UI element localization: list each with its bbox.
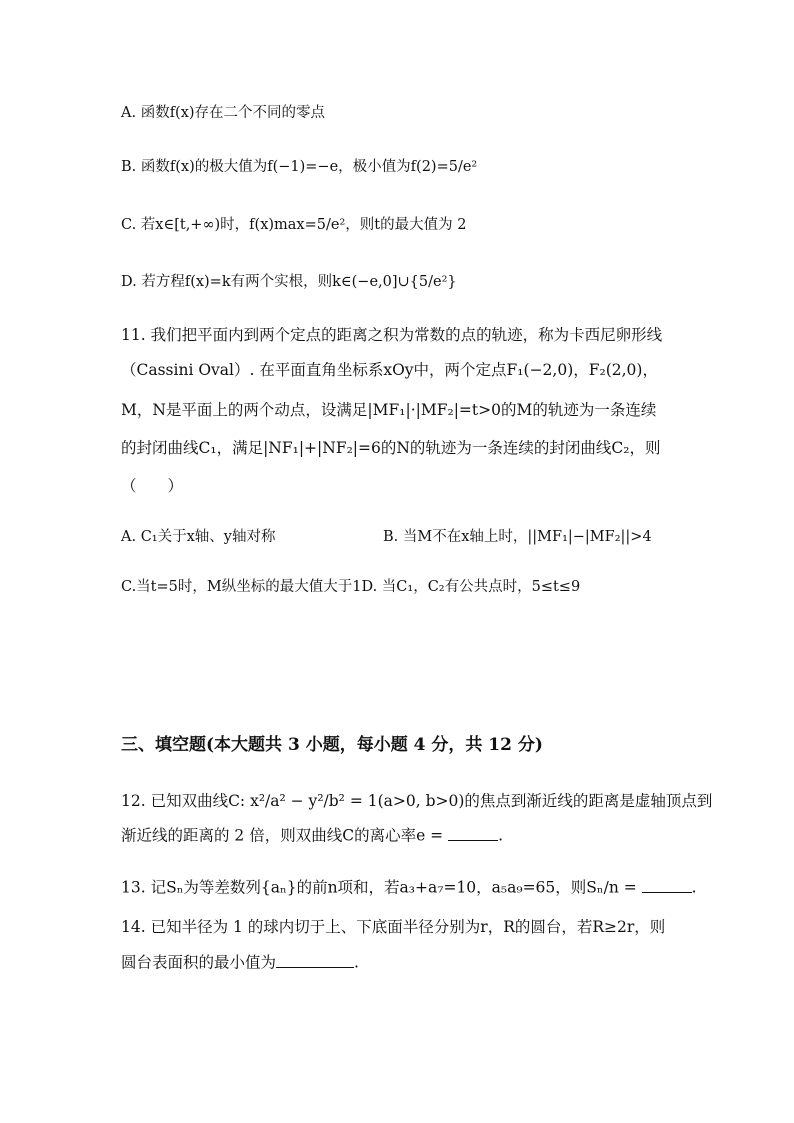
q11-stem-line2: （Cassini Oval）. 在平面直角坐标系xOy中，两个定点F₁(−2,0)，F₂(2,0)， [121,361,658,379]
q14-line2: 圆台表面积的最小值为 . [121,951,359,971]
q10-option-a: A. 函数f(x)存在二个不同的零点 [121,105,326,121]
answer-blank-q12[interactable] [448,824,498,841]
q12-line2-text: 渐近线的距离的 2 倍，则双曲线C的离心率e = [121,826,449,845]
q13-line1: 13. 记Sₙ为等差数列{aₙ}的前n项和，若a₃+a₇=10，a₅a₉=65，则Sₙ/n = . [121,876,697,896]
q11-answer-paren: （ ） [121,477,184,495]
q10-option-d: D. 若方程f(x)=k有两个实根，则k∈(−e,0]∪{5/e²} [121,274,457,290]
q11-stem-line4: 的封闭曲线C₁，满足|NF₁|+|NF₂|=6的N的轨迹为一条连续的封闭曲线C₂，则 [121,439,661,457]
q10-option-c: C. 若x∈[t,+∞)时，f(x)max=5/e²，则t的最大值为 2 [121,217,467,233]
q13-text: 13. 记Sₙ为等差数列{aₙ}的前n项和，若a₃+a₇=10，a₅a₉=65，则Sₙ/n = [121,878,642,897]
answer-blank-q13[interactable] [642,876,692,893]
q14-line1: 14. 已知半径为 1 的球内切于上、下底面半径分别为r，R的圆台，若R≥2r，则 [121,918,666,936]
section-heading: 三、填空题(本大题共 3 小题，每小题 4 分，共 12 分) [121,735,543,755]
q11-stem-line1: 11. 我们把平面内到两个定点的距离之积为常数的点的轨迹，称为卡西尼卵形线 [121,326,663,344]
answer-blank-q14[interactable] [276,951,354,968]
q14-line2-text: 圆台表面积的最小值为 [121,953,277,972]
q11-option-b: B. 当M不在x轴上时，||MF₁|−|MF₂||>4 [383,529,652,545]
q11-option-c-d: C.当t=5时，M纵坐标的最大值大于1D. 当C₁，C₂有公共点时，5≤t≤9 [121,579,581,595]
q12-line1: 12. 已知双曲线C: x²/a² − y²/b² = 1(a>0, b>0)的焦点到渐近线的距离是虚轴顶点到 [121,792,713,810]
q12-line2: 渐近线的距离的 2 倍，则双曲线C的离心率e = . [121,824,503,844]
q11-option-a: A. C₁关于x轴、y轴对称 [121,529,276,545]
q11-stem-line3: M，N是平面上的两个动点，设满足|MF₁|·|MF₂|=t>0的M的轨迹为一条连续 [121,401,657,419]
q10-option-b: B. 函数f(x)的极大值为f(−1)=−e，极小值为f(2)=5/e² [121,159,478,175]
